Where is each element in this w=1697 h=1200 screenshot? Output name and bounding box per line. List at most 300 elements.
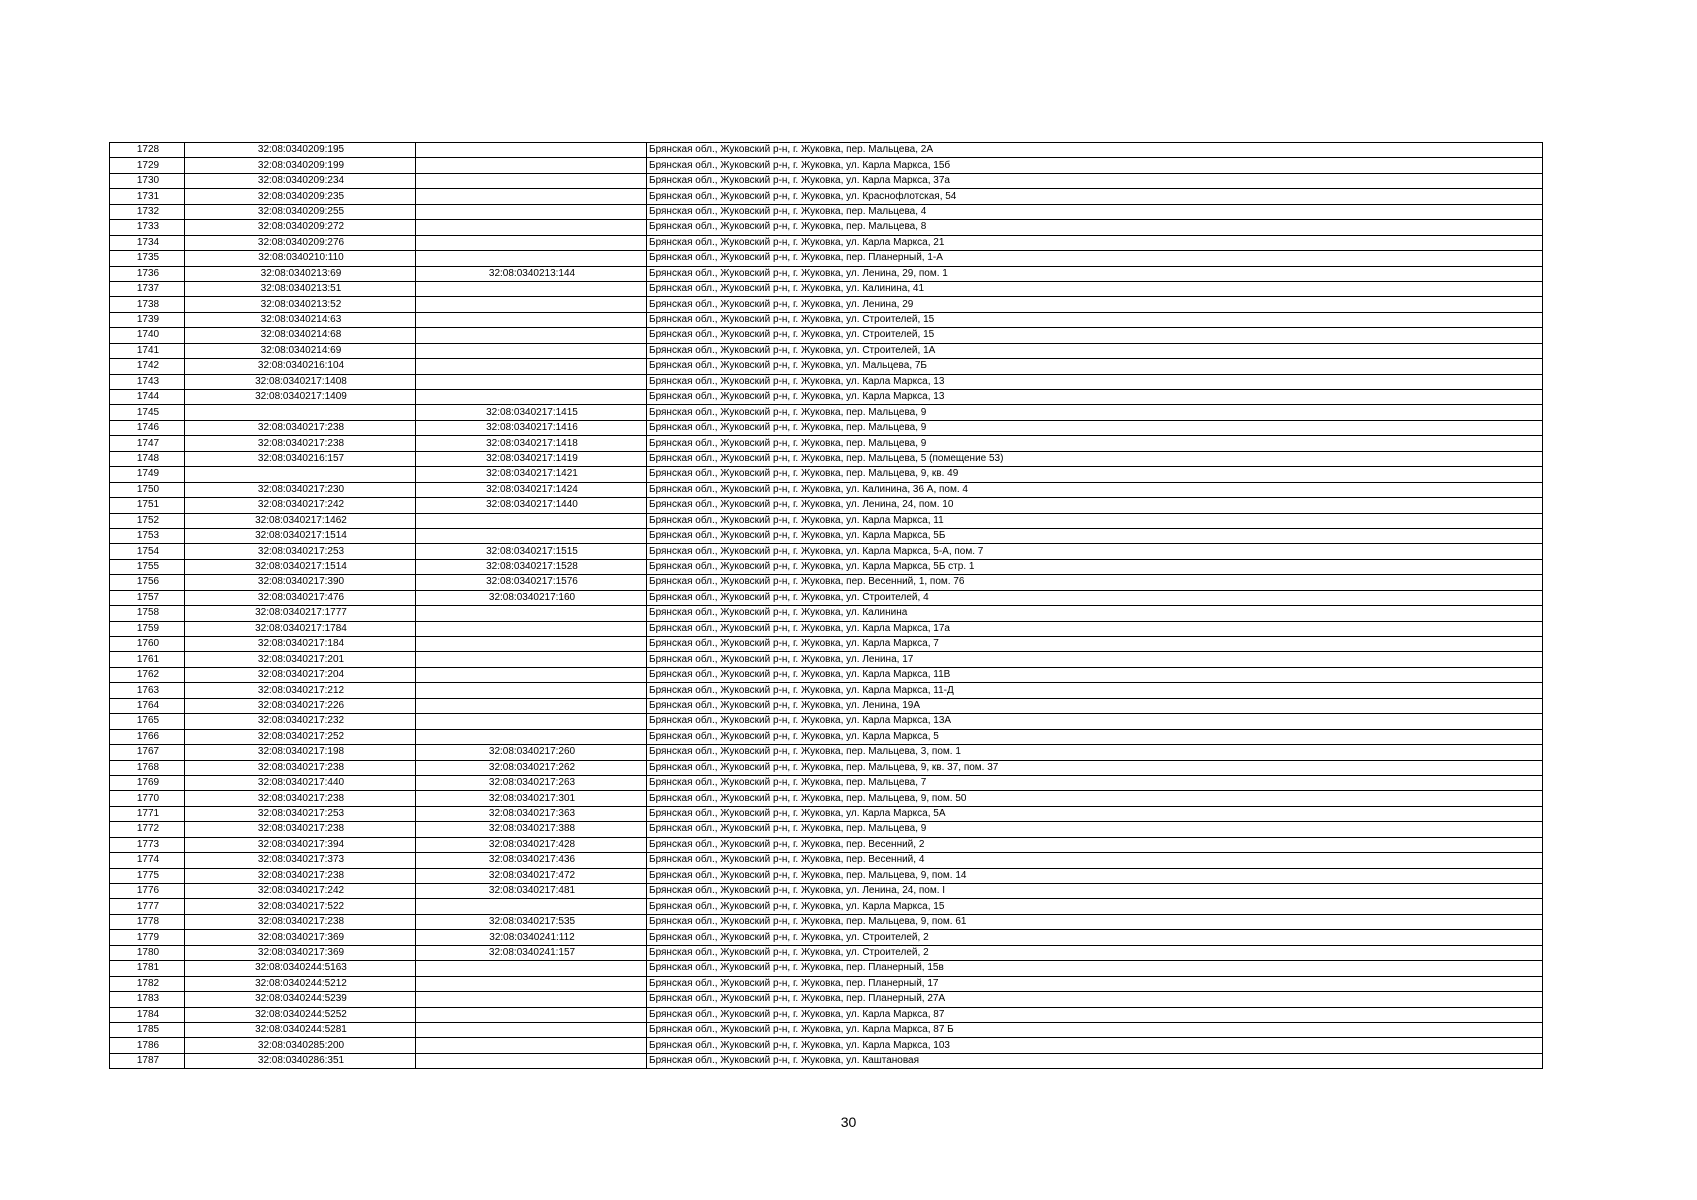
row-number-cell: 1732	[110, 204, 185, 219]
table-row	[110, 775, 1543, 790]
table-row	[110, 451, 1543, 466]
cadastral-number-cell: 32:08:0340217:238	[185, 420, 416, 435]
table-row	[110, 822, 1543, 837]
address-cell: Брянская обл., Жуковский р-н, г. Жуковка, ул. Карла Маркса, 11-Д	[647, 683, 1543, 698]
cadastral-number-cell: 32:08:0340214:63	[185, 312, 416, 327]
premises-cadastral-number-cell	[416, 173, 647, 188]
premises-cadastral-number-cell: 32:08:0340217:472	[416, 868, 647, 883]
cadastral-number-cell: 32:08:0340286:351	[185, 1053, 416, 1068]
cadastral-number-cell: 32:08:0340217:1409	[185, 390, 416, 405]
row-number-cell: 1761	[110, 652, 185, 667]
cadastral-number-cell: 32:08:0340217:522	[185, 899, 416, 914]
table-row	[110, 652, 1543, 667]
table-row	[110, 297, 1543, 312]
row-number-cell: 1728	[110, 143, 185, 158]
address-cell: Брянская обл., Жуковский р-н, г. Жуковка, ул. Карла Маркса, 87	[647, 1007, 1543, 1022]
address-cell: Брянская обл., Жуковский р-н, г. Жуковка, ул. Ленина, 24, пом. I	[647, 884, 1543, 899]
cadastral-number-cell: 32:08:0340217:369	[185, 930, 416, 945]
row-number-cell: 1733	[110, 220, 185, 235]
property-table	[109, 142, 1543, 1069]
table-row	[110, 791, 1543, 806]
premises-cadastral-number-cell	[416, 281, 647, 296]
address-cell: Брянская обл., Жуковский р-н, г. Жуковка, ул. Ленина, 29	[647, 297, 1543, 312]
row-number-cell: 1762	[110, 667, 185, 682]
premises-cadastral-number-cell	[416, 204, 647, 219]
cadastral-number-cell: 32:08:0340209:234	[185, 173, 416, 188]
address-cell: Брянская обл., Жуковский р-н, г. Жуковка, ул. Карла Маркса, 5	[647, 729, 1543, 744]
premises-cadastral-number-cell	[416, 606, 647, 621]
row-number-cell: 1729	[110, 158, 185, 173]
row-number-cell: 1735	[110, 251, 185, 266]
premises-cadastral-number-cell: 32:08:0340217:1576	[416, 575, 647, 590]
row-number-cell: 1782	[110, 976, 185, 991]
address-cell: Брянская обл., Жуковский р-н, г. Жуковка, пер. Мальцева, 9, пом. 14	[647, 868, 1543, 883]
cadastral-number-cell: 32:08:0340217:1408	[185, 374, 416, 389]
address-cell: Брянская обл., Жуковский р-н, г. Жуковка, ул. Калинина, 41	[647, 281, 1543, 296]
row-number-cell: 1742	[110, 359, 185, 374]
cadastral-number-cell: 32:08:0340209:255	[185, 204, 416, 219]
table-row	[110, 683, 1543, 698]
cadastral-number-cell: 32:08:0340244:5239	[185, 992, 416, 1007]
premises-cadastral-number-cell: 32:08:0340217:160	[416, 590, 647, 605]
cadastral-number-cell: 32:08:0340244:5281	[185, 1022, 416, 1037]
address-cell: Брянская обл., Жуковский р-н, г. Жуковка, ул. Строителей, 15	[647, 312, 1543, 327]
table-body	[110, 143, 1543, 1069]
table-row	[110, 528, 1543, 543]
premises-cadastral-number-cell	[416, 235, 647, 250]
premises-cadastral-number-cell	[416, 652, 647, 667]
premises-cadastral-number-cell	[416, 297, 647, 312]
row-number-cell: 1760	[110, 637, 185, 652]
address-cell: Брянская обл., Жуковский р-н, г. Жуковка, ул. Ленина, 19А	[647, 698, 1543, 713]
row-number-cell: 1738	[110, 297, 185, 312]
premises-cadastral-number-cell	[416, 637, 647, 652]
premises-cadastral-number-cell	[416, 1053, 647, 1068]
premises-cadastral-number-cell	[416, 1038, 647, 1053]
address-cell: Брянская обл., Жуковский р-н, г. Жуковка, ул. Калинина	[647, 606, 1543, 621]
cadastral-number-cell: 32:08:0340216:104	[185, 359, 416, 374]
cadastral-number-cell: 32:08:0340217:238	[185, 436, 416, 451]
cadastral-number-cell	[185, 405, 416, 420]
table-row	[110, 806, 1543, 821]
row-number-cell: 1779	[110, 930, 185, 945]
row-number-cell: 1778	[110, 914, 185, 929]
table-row	[110, 945, 1543, 960]
address-cell: Брянская обл., Жуковский р-н, г. Жуковка, ул. Карла Маркса, 15б	[647, 158, 1543, 173]
cadastral-number-cell: 32:08:0340217:238	[185, 822, 416, 837]
premises-cadastral-number-cell: 32:08:0340217:1416	[416, 420, 647, 435]
premises-cadastral-number-cell	[416, 1007, 647, 1022]
row-number-cell: 1736	[110, 266, 185, 281]
address-cell: Брянская обл., Жуковский р-н, г. Жуковка, ул. Карла Маркса, 15	[647, 899, 1543, 914]
cadastral-number-cell: 32:08:0340217:440	[185, 775, 416, 790]
cadastral-number-cell: 32:08:0340217:242	[185, 498, 416, 513]
address-cell: Брянская обл., Жуковский р-н, г. Жуковка, пер. Мальцева, 3, пом. 1	[647, 745, 1543, 760]
address-cell: Брянская обл., Жуковский р-н, г. Жуковка, пер. Весенний, 1, пом. 76	[647, 575, 1543, 590]
premises-cadastral-number-cell: 32:08:0340217:388	[416, 822, 647, 837]
cadastral-number-cell: 32:08:0340217:204	[185, 667, 416, 682]
table-row	[110, 853, 1543, 868]
premises-cadastral-number-cell	[416, 621, 647, 636]
row-number-cell: 1785	[110, 1022, 185, 1037]
address-cell: Брянская обл., Жуковский р-н, г. Жуковка, ул. Карла Маркса, 17а	[647, 621, 1543, 636]
row-number-cell: 1745	[110, 405, 185, 420]
table-row	[110, 467, 1543, 482]
cadastral-number-cell: 32:08:0340244:5212	[185, 976, 416, 991]
cadastral-number-cell: 32:08:0340209:235	[185, 189, 416, 204]
row-number-cell: 1734	[110, 235, 185, 250]
cadastral-number-cell: 32:08:0340214:69	[185, 343, 416, 358]
table-row	[110, 513, 1543, 528]
premises-cadastral-number-cell: 32:08:0340241:112	[416, 930, 647, 945]
table-row	[110, 266, 1543, 281]
row-number-cell: 1740	[110, 328, 185, 343]
premises-cadastral-number-cell	[416, 899, 647, 914]
row-number-cell: 1767	[110, 745, 185, 760]
address-cell: Брянская обл., Жуковский р-н, г. Жуковка, ул. Карла Маркса, 13А	[647, 714, 1543, 729]
address-cell: Брянская обл., Жуковский р-н, г. Жуковка, ул. Карла Маркса, 11В	[647, 667, 1543, 682]
row-number-cell: 1749	[110, 467, 185, 482]
table-row	[110, 390, 1543, 405]
row-number-cell: 1757	[110, 590, 185, 605]
cadastral-number-cell: 32:08:0340217:1784	[185, 621, 416, 636]
row-number-cell: 1730	[110, 173, 185, 188]
premises-cadastral-number-cell	[416, 992, 647, 1007]
premises-cadastral-number-cell: 32:08:0340213:144	[416, 266, 647, 281]
table-row	[110, 590, 1543, 605]
cadastral-number-cell: 32:08:0340217:373	[185, 853, 416, 868]
premises-cadastral-number-cell	[416, 143, 647, 158]
address-cell: Брянская обл., Жуковский р-н, г. Жуковка, ул. Карла Маркса, 7	[647, 637, 1543, 652]
table-row	[110, 189, 1543, 204]
row-number-cell: 1752	[110, 513, 185, 528]
premises-cadastral-number-cell: 32:08:0340217:262	[416, 760, 647, 775]
premises-cadastral-number-cell: 32:08:0340217:1528	[416, 559, 647, 574]
table-row	[110, 837, 1543, 852]
premises-cadastral-number-cell	[416, 390, 647, 405]
row-number-cell: 1765	[110, 714, 185, 729]
address-cell: Брянская обл., Жуковский р-н, г. Жуковка, пер. Планерный, 15в	[647, 961, 1543, 976]
address-cell: Брянская обл., Жуковский р-н, г. Жуковка, пер. Планерный, 1-А	[647, 251, 1543, 266]
cadastral-number-cell: 32:08:0340217:253	[185, 544, 416, 559]
row-number-cell: 1786	[110, 1038, 185, 1053]
page-number: 30	[840, 1114, 857, 1130]
table-row	[110, 204, 1543, 219]
row-number-cell: 1753	[110, 528, 185, 543]
cadastral-number-cell: 32:08:0340217:394	[185, 837, 416, 852]
cadastral-number-cell: 32:08:0340217:390	[185, 575, 416, 590]
table-row	[110, 961, 1543, 976]
table-row	[110, 328, 1543, 343]
address-cell: Брянская обл., Жуковский р-н, г. Жуковка, пер. Мальцева, 9, пом. 50	[647, 791, 1543, 806]
row-number-cell: 1744	[110, 390, 185, 405]
address-cell: Брянская обл., Жуковский р-н, г. Жуковка, пер. Мальцева, 5 (помещение 53)	[647, 451, 1543, 466]
premises-cadastral-number-cell: 32:08:0340217:1424	[416, 482, 647, 497]
premises-cadastral-number-cell	[416, 343, 647, 358]
cadastral-number-cell: 32:08:0340217:198	[185, 745, 416, 760]
premises-cadastral-number-cell: 32:08:0340241:157	[416, 945, 647, 960]
table-row	[110, 281, 1543, 296]
cadastral-number-cell: 32:08:0340217:230	[185, 482, 416, 497]
cadastral-number-cell: 32:08:0340217:238	[185, 791, 416, 806]
table-row	[110, 143, 1543, 158]
table-row	[110, 312, 1543, 327]
row-number-cell: 1780	[110, 945, 185, 960]
address-cell: Брянская обл., Жуковский р-н, г. Жуковка, ул. Карла Маркса, 5А	[647, 806, 1543, 821]
row-number-cell: 1777	[110, 899, 185, 914]
address-cell: Брянская обл., Жуковский р-н, г. Жуковка, пер. Планерный, 27А	[647, 992, 1543, 1007]
table-row	[110, 914, 1543, 929]
premises-cadastral-number-cell: 32:08:0340217:535	[416, 914, 647, 929]
premises-cadastral-number-cell	[416, 312, 647, 327]
cadastral-number-cell: 32:08:0340285:200	[185, 1038, 416, 1053]
row-number-cell: 1784	[110, 1007, 185, 1022]
row-number-cell: 1769	[110, 775, 185, 790]
address-cell: Брянская обл., Жуковский р-н, г. Жуковка, ул. Карла Маркса, 5-А, пом. 7	[647, 544, 1543, 559]
address-cell: Брянская обл., Жуковский р-н, г. Жуковка, ул. Строителей, 1А	[647, 343, 1543, 358]
premises-cadastral-number-cell	[416, 667, 647, 682]
address-cell: Брянская обл., Жуковский р-н, г. Жуковка, ул. Карла Маркса, 13	[647, 374, 1543, 389]
table-row	[110, 637, 1543, 652]
row-number-cell: 1763	[110, 683, 185, 698]
table-row	[110, 374, 1543, 389]
address-cell: Брянская обл., Жуковский р-н, г. Жуковка, ул. Мальцева, 7Б	[647, 359, 1543, 374]
table-row	[110, 405, 1543, 420]
row-number-cell: 1781	[110, 961, 185, 976]
address-cell: Брянская обл., Жуковский р-н, г. Жуковка, ул. Ленина, 17	[647, 652, 1543, 667]
premises-cadastral-number-cell: 32:08:0340217:1418	[416, 436, 647, 451]
premises-cadastral-number-cell: 32:08:0340217:301	[416, 791, 647, 806]
cadastral-number-cell: 32:08:0340217:476	[185, 590, 416, 605]
row-number-cell: 1771	[110, 806, 185, 821]
premises-cadastral-number-cell	[416, 158, 647, 173]
table-row	[110, 745, 1543, 760]
cadastral-number-cell: 32:08:0340217:238	[185, 868, 416, 883]
table-row	[110, 621, 1543, 636]
table-row	[110, 868, 1543, 883]
cadastral-number-cell: 32:08:0340217:242	[185, 884, 416, 899]
premises-cadastral-number-cell	[416, 528, 647, 543]
premises-cadastral-number-cell: 32:08:0340217:1515	[416, 544, 647, 559]
row-number-cell: 1764	[110, 698, 185, 713]
address-cell: Брянская обл., Жуковский р-н, г. Жуковка, ул. Краснофлотская, 54	[647, 189, 1543, 204]
cadastral-number-cell: 32:08:0340216:157	[185, 451, 416, 466]
premises-cadastral-number-cell	[416, 359, 647, 374]
address-cell: Брянская обл., Жуковский р-н, г. Жуковка, ул. Строителей, 4	[647, 590, 1543, 605]
cadastral-number-cell: 32:08:0340217:212	[185, 683, 416, 698]
cadastral-number-cell: 32:08:0340217:1462	[185, 513, 416, 528]
table-row	[110, 235, 1543, 250]
table-row	[110, 930, 1543, 945]
premises-cadastral-number-cell: 32:08:0340217:260	[416, 745, 647, 760]
premises-cadastral-number-cell: 32:08:0340217:481	[416, 884, 647, 899]
address-cell: Брянская обл., Жуковский р-н, г. Жуковка, пер. Мальцева, 8	[647, 220, 1543, 235]
row-number-cell: 1748	[110, 451, 185, 466]
cadastral-number-cell: 32:08:0340213:69	[185, 266, 416, 281]
table-row	[110, 251, 1543, 266]
cadastral-number-cell: 32:08:0340213:52	[185, 297, 416, 312]
row-number-cell: 1772	[110, 822, 185, 837]
premises-cadastral-number-cell: 32:08:0340217:363	[416, 806, 647, 821]
cadastral-number-cell: 32:08:0340209:272	[185, 220, 416, 235]
row-number-cell: 1754	[110, 544, 185, 559]
address-cell: Брянская обл., Жуковский р-н, г. Жуковка, ул. Карла Маркса, 103	[647, 1038, 1543, 1053]
row-number-cell: 1768	[110, 760, 185, 775]
cadastral-number-cell: 32:08:0340210:110	[185, 251, 416, 266]
row-number-cell: 1775	[110, 868, 185, 883]
table-row	[110, 420, 1543, 435]
row-number-cell: 1731	[110, 189, 185, 204]
address-cell: Брянская обл., Жуковский р-н, г. Жуковка, пер. Мальцева, 2А	[647, 143, 1543, 158]
table-row	[110, 976, 1543, 991]
cadastral-number-cell: 32:08:0340217:369	[185, 945, 416, 960]
table-row	[110, 173, 1543, 188]
cadastral-number-cell: 32:08:0340217:1514	[185, 559, 416, 574]
cadastral-number-cell: 32:08:0340244:5252	[185, 1007, 416, 1022]
address-cell: Брянская обл., Жуковский р-н, г. Жуковка, пер. Мальцева, 9	[647, 822, 1543, 837]
table-row	[110, 667, 1543, 682]
address-cell: Брянская обл., Жуковский р-н, г. Жуковка, пер. Мальцева, 9	[647, 405, 1543, 420]
row-number-cell: 1759	[110, 621, 185, 636]
premises-cadastral-number-cell	[416, 698, 647, 713]
row-number-cell: 1750	[110, 482, 185, 497]
address-cell: Брянская обл., Жуковский р-н, г. Жуковка, ул. Ленина, 29, пом. 1	[647, 266, 1543, 281]
address-cell: Брянская обл., Жуковский р-н, г. Жуковка, ул. Карла Маркса, 11	[647, 513, 1543, 528]
premises-cadastral-number-cell	[416, 220, 647, 235]
cadastral-number-cell	[185, 467, 416, 482]
table-row	[110, 884, 1543, 899]
address-cell: Брянская обл., Жуковский р-н, г. Жуковка, ул. Карла Маркса, 13	[647, 390, 1543, 405]
cadastral-number-cell: 32:08:0340209:199	[185, 158, 416, 173]
address-cell: Брянская обл., Жуковский р-н, г. Жуковка, ул. Калинина, 36 А, пом. 4	[647, 482, 1543, 497]
cadastral-number-cell: 32:08:0340209:276	[185, 235, 416, 250]
cadastral-number-cell: 32:08:0340244:5163	[185, 961, 416, 976]
address-cell: Брянская обл., Жуковский р-н, г. Жуковка, пер. Мальцева, 9, кв. 37, пом. 37	[647, 760, 1543, 775]
cadastral-number-cell: 32:08:0340217:1777	[185, 606, 416, 621]
table-row	[110, 436, 1543, 451]
row-number-cell: 1776	[110, 884, 185, 899]
premises-cadastral-number-cell	[416, 374, 647, 389]
row-number-cell: 1755	[110, 559, 185, 574]
table-row	[110, 498, 1543, 513]
row-number-cell: 1737	[110, 281, 185, 296]
table-row	[110, 544, 1543, 559]
cadastral-number-cell: 32:08:0340214:68	[185, 328, 416, 343]
cadastral-number-cell: 32:08:0340217:201	[185, 652, 416, 667]
table-row	[110, 559, 1543, 574]
address-cell: Брянская обл., Жуковский р-н, г. Жуковка, пер. Мальцева, 9, пом. 61	[647, 914, 1543, 929]
table-row	[110, 992, 1543, 1007]
address-cell: Брянская обл., Жуковский р-н, г. Жуковка, ул. Строителей, 2	[647, 930, 1543, 945]
table-row	[110, 220, 1543, 235]
cadastral-number-cell: 32:08:0340213:51	[185, 281, 416, 296]
cadastral-number-cell: 32:08:0340217:238	[185, 760, 416, 775]
cadastral-number-cell: 32:08:0340217:238	[185, 914, 416, 929]
cadastral-number-cell: 32:08:0340217:252	[185, 729, 416, 744]
cadastral-number-cell: 32:08:0340217:184	[185, 637, 416, 652]
cadastral-number-cell: 32:08:0340217:1514	[185, 528, 416, 543]
address-cell: Брянская обл., Жуковский р-н, г. Жуковка, пер. Мальцева, 9, кв. 49	[647, 467, 1543, 482]
row-number-cell: 1746	[110, 420, 185, 435]
premises-cadastral-number-cell	[416, 729, 647, 744]
address-cell: Брянская обл., Жуковский р-н, г. Жуковка, пер. Мальцева, 9	[647, 436, 1543, 451]
row-number-cell: 1766	[110, 729, 185, 744]
cadastral-number-cell: 32:08:0340209:195	[185, 143, 416, 158]
premises-cadastral-number-cell	[416, 328, 647, 343]
premises-cadastral-number-cell	[416, 976, 647, 991]
premises-cadastral-number-cell: 32:08:0340217:428	[416, 837, 647, 852]
row-number-cell: 1751	[110, 498, 185, 513]
premises-cadastral-number-cell: 32:08:0340217:1415	[416, 405, 647, 420]
table-row	[110, 606, 1543, 621]
address-cell: Брянская обл., Жуковский р-н, г. Жуковка, ул. Карла Маркса, 37а	[647, 173, 1543, 188]
premises-cadastral-number-cell	[416, 1022, 647, 1037]
address-cell: Брянская обл., Жуковский р-н, г. Жуковка, ул. Ленина, 24, пом. 10	[647, 498, 1543, 513]
row-number-cell: 1756	[110, 575, 185, 590]
address-cell: Брянская обл., Жуковский р-н, г. Жуковка, пер. Мальцева, 7	[647, 775, 1543, 790]
row-number-cell: 1774	[110, 853, 185, 868]
address-cell: Брянская обл., Жуковский р-н, г. Жуковка, пер. Планерный, 17	[647, 976, 1543, 991]
address-cell: Брянская обл., Жуковский р-н, г. Жуковка, ул. Карла Маркса, 21	[647, 235, 1543, 250]
premises-cadastral-number-cell	[416, 961, 647, 976]
cadastral-number-cell: 32:08:0340217:226	[185, 698, 416, 713]
premises-cadastral-number-cell: 32:08:0340217:1419	[416, 451, 647, 466]
address-cell: Брянская обл., Жуковский р-н, г. Жуковка, пер. Весенний, 4	[647, 853, 1543, 868]
address-cell: Брянская обл., Жуковский р-н, г. Жуковка, ул. Строителей, 15	[647, 328, 1543, 343]
table-row	[110, 1053, 1543, 1068]
table-row	[110, 899, 1543, 914]
table-row	[110, 359, 1543, 374]
table-row	[110, 575, 1543, 590]
row-number-cell: 1747	[110, 436, 185, 451]
row-number-cell: 1783	[110, 992, 185, 1007]
address-cell: Брянская обл., Жуковский р-н, г. Жуковка, ул. Карла Маркса, 87 Б	[647, 1022, 1543, 1037]
table-row	[110, 714, 1543, 729]
table-row	[110, 1007, 1543, 1022]
address-cell: Брянская обл., Жуковский р-н, г. Жуковка, ул. Каштановая	[647, 1053, 1543, 1068]
row-number-cell: 1739	[110, 312, 185, 327]
row-number-cell: 1743	[110, 374, 185, 389]
table-row	[110, 1038, 1543, 1053]
premises-cadastral-number-cell	[416, 714, 647, 729]
row-number-cell: 1787	[110, 1053, 185, 1068]
cadastral-number-cell: 32:08:0340217:232	[185, 714, 416, 729]
row-number-cell: 1773	[110, 837, 185, 852]
address-cell: Брянская обл., Жуковский р-н, г. Жуковка, ул. Строителей, 2	[647, 945, 1543, 960]
table-row	[110, 729, 1543, 744]
table-row	[110, 482, 1543, 497]
premises-cadastral-number-cell: 32:08:0340217:436	[416, 853, 647, 868]
table-row	[110, 1022, 1543, 1037]
premises-cadastral-number-cell	[416, 683, 647, 698]
table-row	[110, 343, 1543, 358]
premises-cadastral-number-cell: 32:08:0340217:1421	[416, 467, 647, 482]
row-number-cell: 1741	[110, 343, 185, 358]
table-row	[110, 760, 1543, 775]
cadastral-number-cell: 32:08:0340217:253	[185, 806, 416, 821]
table-row	[110, 158, 1543, 173]
table-row	[110, 698, 1543, 713]
premises-cadastral-number-cell	[416, 189, 647, 204]
premises-cadastral-number-cell	[416, 251, 647, 266]
address-cell: Брянская обл., Жуковский р-н, г. Жуковка, пер. Весенний, 2	[647, 837, 1543, 852]
premises-cadastral-number-cell: 32:08:0340217:1440	[416, 498, 647, 513]
address-cell: Брянская обл., Жуковский р-н, г. Жуковка, пер. Мальцева, 9	[647, 420, 1543, 435]
premises-cadastral-number-cell	[416, 513, 647, 528]
row-number-cell: 1770	[110, 791, 185, 806]
address-cell: Брянская обл., Жуковский р-н, г. Жуковка, ул. Карла Маркса, 5Б стр. 1	[647, 559, 1543, 574]
premises-cadastral-number-cell: 32:08:0340217:263	[416, 775, 647, 790]
